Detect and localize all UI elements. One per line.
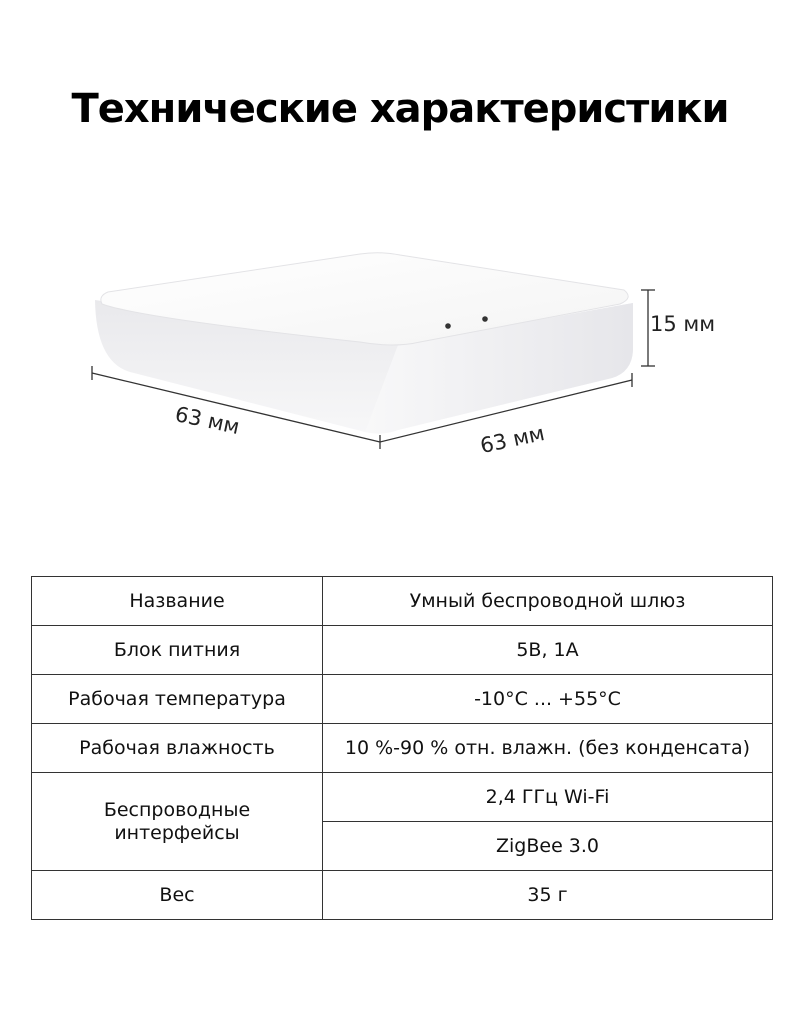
- spec-label: Блок питния: [32, 626, 323, 675]
- indicator-dot: [445, 323, 451, 329]
- table-row: [32, 577, 773, 626]
- length-dimension-label: 63 мм: [173, 402, 242, 440]
- spec-value: Умный беспроводной шлюз: [323, 577, 773, 626]
- spec-label-line: интерфейсы: [114, 821, 240, 844]
- height-dimension-label: 15 мм: [650, 312, 716, 336]
- spec-label-line: Беспроводные: [103, 798, 251, 821]
- spec-value: 10 %-90 % отн. влажн. (без конденсата): [323, 724, 773, 773]
- table-row: [32, 724, 773, 773]
- width-dimension-label: 63 мм: [478, 420, 547, 458]
- spec-value: 2,4 ГГц Wi-Fi: [323, 773, 773, 822]
- table-row: [32, 626, 773, 675]
- spec-label: Вес: [32, 871, 323, 920]
- specs-table: [31, 576, 773, 920]
- spec-label: [32, 773, 323, 871]
- gateway-device: [95, 253, 633, 434]
- page-title: Технические характеристики: [71, 86, 729, 132]
- spec-value: -10°C ... +55°C: [323, 675, 773, 724]
- table-row: [32, 675, 773, 724]
- spec-value: ZigBee 3.0: [323, 822, 773, 871]
- spec-label: Рабочая температура: [32, 675, 323, 724]
- spec-value: 35 г: [323, 871, 773, 920]
- indicator-dot: [482, 316, 488, 322]
- spec-label: Рабочая влажность: [32, 724, 323, 773]
- spec-value: 5В, 1А: [323, 626, 773, 675]
- table-row: [32, 773, 773, 822]
- table-row: [32, 871, 773, 920]
- spec-label: Название: [32, 577, 323, 626]
